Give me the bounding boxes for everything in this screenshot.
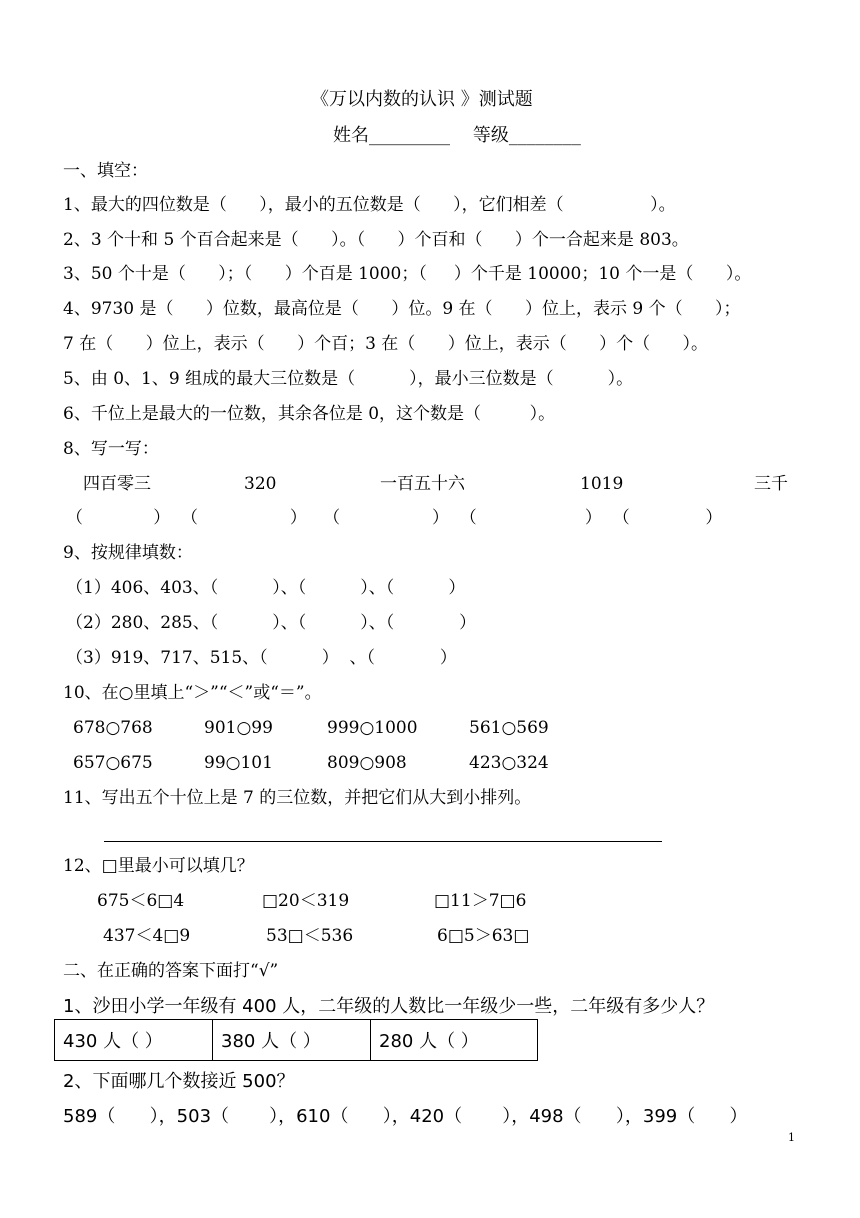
- name-grade-line: 姓名_________ 等级________: [333, 125, 581, 146]
- question-11: 11、写出五个十位上是 7 的三位数，并把它们从大到小排列。: [63, 788, 532, 808]
- question-8: 8、写一写：: [63, 439, 159, 459]
- page-number: 1: [788, 1131, 795, 1144]
- section2-question-1: 1、沙田小学一年级有 400 人，二年级的人数比一年级少一些，二年级有多少人？: [63, 996, 715, 1017]
- q8-item: 一百五十六: [380, 474, 465, 494]
- question-1: 1、最大的四位数是（ ），最小的五位数是（ ），它们相差（ ）。: [63, 195, 676, 215]
- q12-item: 437＜4□9: [103, 926, 191, 946]
- q9-sequence-1: （1）406、403、（ ）、（ ）、（ ）: [66, 578, 466, 598]
- q10-compare-item: 561○569: [469, 718, 549, 738]
- q10-compare-item: 678○768: [73, 718, 153, 738]
- question-4-line-2: 7 在（ ）位上，表示（ ）个百；3 在（ ）位上，表示（ ）个（ ）。: [63, 334, 709, 354]
- q9-sequence-2: （2）280、285、（ ）、（ ）、（ ）: [66, 613, 477, 633]
- question-10: 10、在○里填上“＞”“＜”或“＝”。: [63, 683, 322, 703]
- q12-item: 53□＜536: [266, 926, 354, 946]
- choice-option[interactable]: 430 人（ ）: [55, 1020, 213, 1060]
- choice-option[interactable]: 280 人（ ）: [379, 1031, 479, 1052]
- q10-compare-item: 999○1000: [327, 718, 418, 738]
- answer-line: [104, 841, 662, 842]
- q8-answer-blanks: （ ） （ ） （ ） （ ） （ ）: [66, 508, 723, 528]
- choice-table: [54, 1019, 538, 1061]
- q10-compare-item: 657○675: [73, 753, 153, 773]
- q12-item: □11＞7□6: [434, 891, 527, 911]
- choice-option[interactable]: 380 人（ ）: [213, 1020, 371, 1060]
- q10-compare-item: 423○324: [469, 753, 549, 773]
- question-9: 9、按规律填数：: [63, 543, 193, 563]
- q10-compare-item: 99○101: [204, 753, 273, 773]
- question-4-line-1: 4、9730 是（ ）位数，最高位是（ ）位。9 在（ ）位上，表示 9 个（ ）；: [63, 299, 741, 319]
- question-5: 5、由 0、1、9 组成的最大三位数是（ ），最小三位数是（ ）。: [63, 369, 634, 389]
- section2-q2-options: 589（ ），503（ ），610（ ），420（ ），498（ ），399（ ）: [63, 1106, 748, 1127]
- q10-compare-item: 901○99: [204, 718, 273, 738]
- q8-item: 四百零三: [83, 474, 151, 494]
- section1-heading: 一、填空：: [63, 161, 148, 181]
- q12-item: 675＜6□4: [97, 891, 185, 911]
- section2-question-2: 2、下面哪几个数接近 500？: [63, 1071, 295, 1092]
- question-12: 12、□里最小可以填几？: [63, 856, 254, 876]
- question-6: 6、千位上是最大的一位数，其余各位是 0，这个数是（ ）。: [63, 404, 556, 424]
- q12-item: □20＜319: [262, 891, 350, 911]
- q12-item: 6□5＞63□: [437, 926, 530, 946]
- question-2: 2、3 个十和 5 个百合起来是（ ）。（ ）个百和（ ）个一合起来是 803。: [63, 230, 689, 250]
- q9-sequence-3: （3）919、717、515、（ ） 、（ ）: [66, 648, 457, 668]
- question-3: 3、50 个十是（ ）；（ ）个百是 1000；（ ）个千是 10000；10 个一是（ ）。: [63, 264, 752, 284]
- q8-item: 1019: [580, 474, 624, 494]
- q8-item: 320: [244, 474, 277, 494]
- q8-item: 三千: [754, 474, 788, 494]
- section2-heading: 二、在正确的答案下面打“√”: [63, 961, 279, 981]
- q10-compare-item: 809○908: [327, 753, 407, 773]
- page-title: 《万以内数的认识 》测试题: [311, 89, 533, 110]
